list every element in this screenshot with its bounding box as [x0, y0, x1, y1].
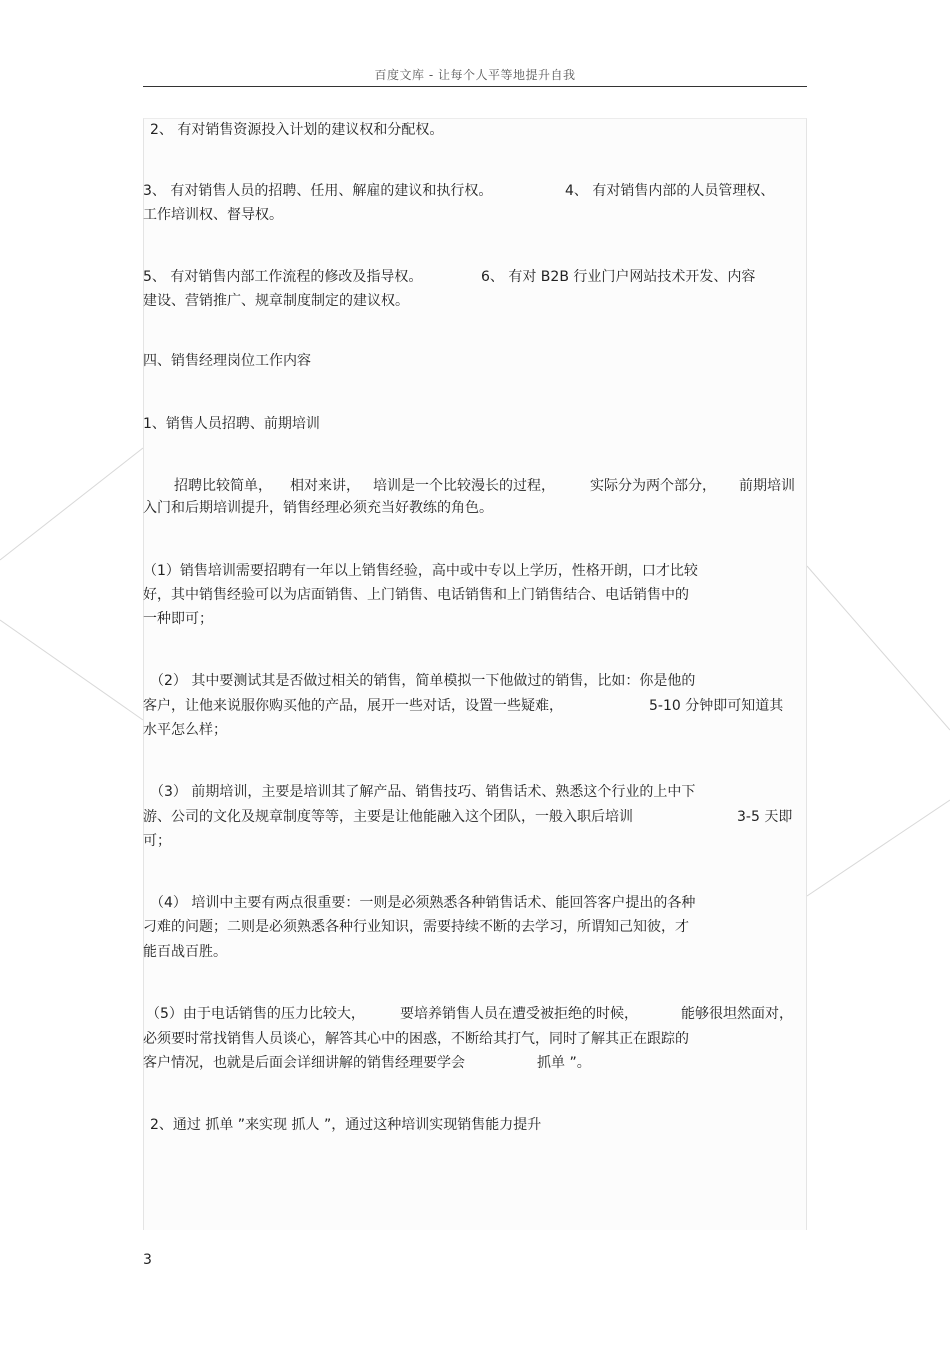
text-line: 水平怎么样；	[143, 722, 227, 738]
text-line: 招聘比较简单，	[174, 478, 272, 494]
text-line: 2、 有对销售资源投入计划的建议权和分配权。	[150, 122, 444, 138]
text-line: 培训是一个比较漫长的过程，	[373, 478, 555, 494]
text-line: 游、公司的文化及规章制度等等，主要是让他能融入这个团队，一般入职后培训	[143, 809, 633, 825]
subsection-heading: 2、通过 抓单 ”来实现 抓人 ”，通过这种培训实现销售能力提升	[150, 1117, 542, 1133]
text-line: 一种即可；	[143, 611, 213, 627]
text-line: （2） 其中要测试其是否做过相关的销售，简单模拟一下他做过的销售，比如：你是他的	[150, 673, 696, 689]
text-line: 5-10 分钟即可知道其	[649, 698, 784, 714]
text-line: 入门和后期培训提升，销售经理必须充当好教练的角色。	[143, 500, 493, 516]
page-header: 百度文库 - 让每个人平等地提升自我	[374, 68, 576, 82]
text-line: （4） 培训中主要有两点很重要：一则是必须熟悉各种销售话术、能回答客户提出的各种	[150, 895, 696, 911]
text-line: 建设、营销推广、规章制度制定的建议权。	[143, 293, 409, 309]
subsection-heading: 1、销售人员招聘、前期培训	[143, 416, 320, 432]
header-divider	[143, 86, 807, 87]
text-line: 3、 有对销售人员的招聘、任用、解雇的建议和执行权。	[143, 183, 493, 199]
text-line: 抓单 ”。	[537, 1055, 591, 1071]
text-line: 能够很坦然面对，	[681, 1006, 793, 1022]
text-line: 5、 有对销售内部工作流程的修改及指导权。	[143, 269, 423, 285]
text-line: 要培养销售人员在遭受被拒绝的时候，	[400, 1006, 638, 1022]
text-line: 客户，让他来说服你购买他的产品，展开一些对话，设置一些疑难，	[143, 698, 563, 714]
text-line: 刁难的问题；二则是必须熟悉各种行业知识，需要持续不断的去学习，所谓知己知彼，才	[143, 919, 689, 935]
text-line: 工作培训权、督导权。	[143, 207, 283, 223]
text-line: 前期培训	[739, 478, 795, 494]
text-line: 必须要时常找销售人员谈心，解答其心中的困惑，不断给其打气，同时了解其正在跟踪的	[143, 1031, 689, 1047]
text-line: 相对来讲，	[290, 478, 360, 494]
text-line: 3-5 天即	[737, 809, 793, 825]
section-heading: 四、销售经理岗位工作内容	[143, 353, 311, 369]
text-line: 4、 有对销售内部的人员管理权、	[565, 183, 775, 199]
text-line: （5）由于电话销售的压力比较大，	[146, 1006, 365, 1022]
text-line: （1）销售培训需要招聘有一年以上销售经验，高中或中专以上学历，性格开朗，口才比较	[143, 563, 698, 579]
text-line: 能百战百胜。	[143, 944, 227, 960]
text-line: 好，其中销售经验可以为店面销售、上门销售、电话销售和上门销售结合、电话销售中的	[143, 587, 689, 603]
page-number: 3	[143, 1252, 152, 1268]
text-line: 客户情况，也就是后面会详细讲解的销售经理要学会	[143, 1055, 465, 1071]
text-line: 实际分为两个部分，	[590, 478, 716, 494]
text-line: （3） 前期培训，主要是培训其了解产品、销售技巧、销售话术、熟悉这个行业的上中下	[150, 784, 696, 800]
text-line: 6、 有对 B2B 行业门户网站技术开发、内容	[481, 269, 756, 285]
text-line: 可；	[143, 833, 171, 849]
